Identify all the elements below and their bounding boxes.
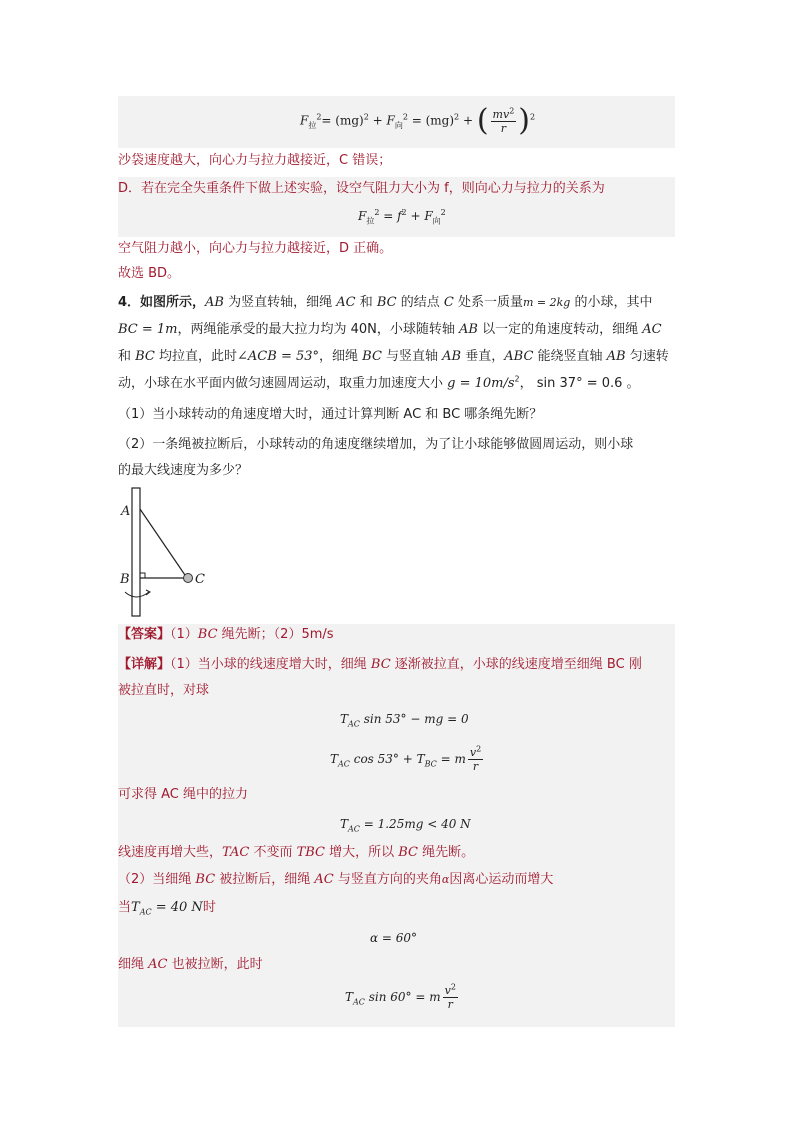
question-2-line-1: （2）一条绳被拉断后，小球转动的角速度继续增加，为了让小球能够做圆周运动，则小球 — [118, 437, 634, 452]
text-line-d2: 空气阻力越小，向心力与拉力越接近，D 正确。 — [118, 241, 393, 256]
equation-force-composition: $F_拉^2= (mg)^2 + F_向^2 = (mg)^2$ + ( $\frac{mv^2}{r}$ )$^2$ — [300, 103, 536, 138]
rope-ac — [140, 509, 187, 578]
question-1: （1）当小球转动的角速度增大时，通过计算判断 AC 和 BC 哪条绳先断？ — [118, 407, 543, 422]
detail-line-3: 可求得 AC 绳中的拉力 — [118, 787, 249, 802]
detail-line-2: 被拉直时，对球 — [118, 683, 210, 698]
ball — [184, 574, 193, 583]
choice-line: 故选 BD。 — [118, 266, 181, 281]
problem-line-4: 动，小球在水平面内做匀速圆周运动，取重力加速度大小 $g = 10m/s^2$， sin 37° = 0.6 。 — [118, 374, 640, 391]
equation-tension-ac: $T_{AC} = 1.25mg < 40$ N — [340, 817, 471, 834]
label-a: A — [121, 504, 131, 519]
question-2-line-2: 的最大线速度为多少？ — [118, 463, 249, 478]
problem-line-2: BC = 1m，两绳能承受的最大拉力均为 40N，小球随转轴 AB 以一定的角速度转动，细绳 AC — [118, 322, 662, 337]
answer-line: 【答案】（1）BC 绳先断；（2）5m/s — [118, 627, 334, 642]
equation-final-velocity: $T_{AC}$ sin 60° = m $\frac{v^2}{r}$ — [345, 982, 456, 1011]
equation-angle: α = 60° — [370, 931, 418, 945]
detail-line-6: 当$T_{AC} = 40$ N时 — [118, 900, 216, 917]
equation-vertical-balance: $T_{AC}$ sin 53° − mg = 0 — [340, 712, 469, 729]
right-angle-mark — [140, 573, 145, 578]
detail-line-1: 【详解】（1）当小球的线速度增大时，细绳 BC 逐渐被拉直，小球的线速度增至细绳 BC 刚 — [118, 657, 642, 672]
detail-line-7: 细绳 AC 也被拉断，此时 — [118, 957, 263, 972]
equation-air-resistance: $F_拉^2 = f^2 + F_向^2$ — [358, 208, 446, 226]
detail-line-5: （2）当细绳 BC 被拉断后，细绳 AC 与竖直方向的夹角α因离心运动而增大 — [118, 872, 554, 887]
problem-line-1: 4．如图所示，AB 为竖直转轴，细绳 AC 和 BC 的结点 C 处系一质量m = 2kg 的小球，其中 — [118, 295, 653, 310]
equation-centripetal: $T_{AC}$ $\cos 53^\circ + T_{BC} = m$ $\frac{v^2}{r}$ — [330, 744, 482, 773]
label-b: B — [120, 572, 130, 587]
text-line-d: D．若在完全失重条件下做上述实验，设空气阻力大小为 f，则向心力与拉力的关系为 — [118, 181, 605, 196]
problem-line-3: 和 BC 均拉直，此时∠ACB = 53°，细绳 BC 与竖直轴 AB 垂直，ABC 能绕竖直轴 AB 匀速转 — [118, 349, 669, 364]
detail-line-4: 线速度再增大些，TAC 不变而 TBC 增大，所以 BC 绳先断。 — [118, 845, 475, 860]
label-c: C — [195, 572, 205, 587]
rotating-axis-figure — [115, 486, 215, 618]
text-line-c: 沙袋速度越大，向心力与拉力越接近，C 错误； — [118, 153, 392, 168]
